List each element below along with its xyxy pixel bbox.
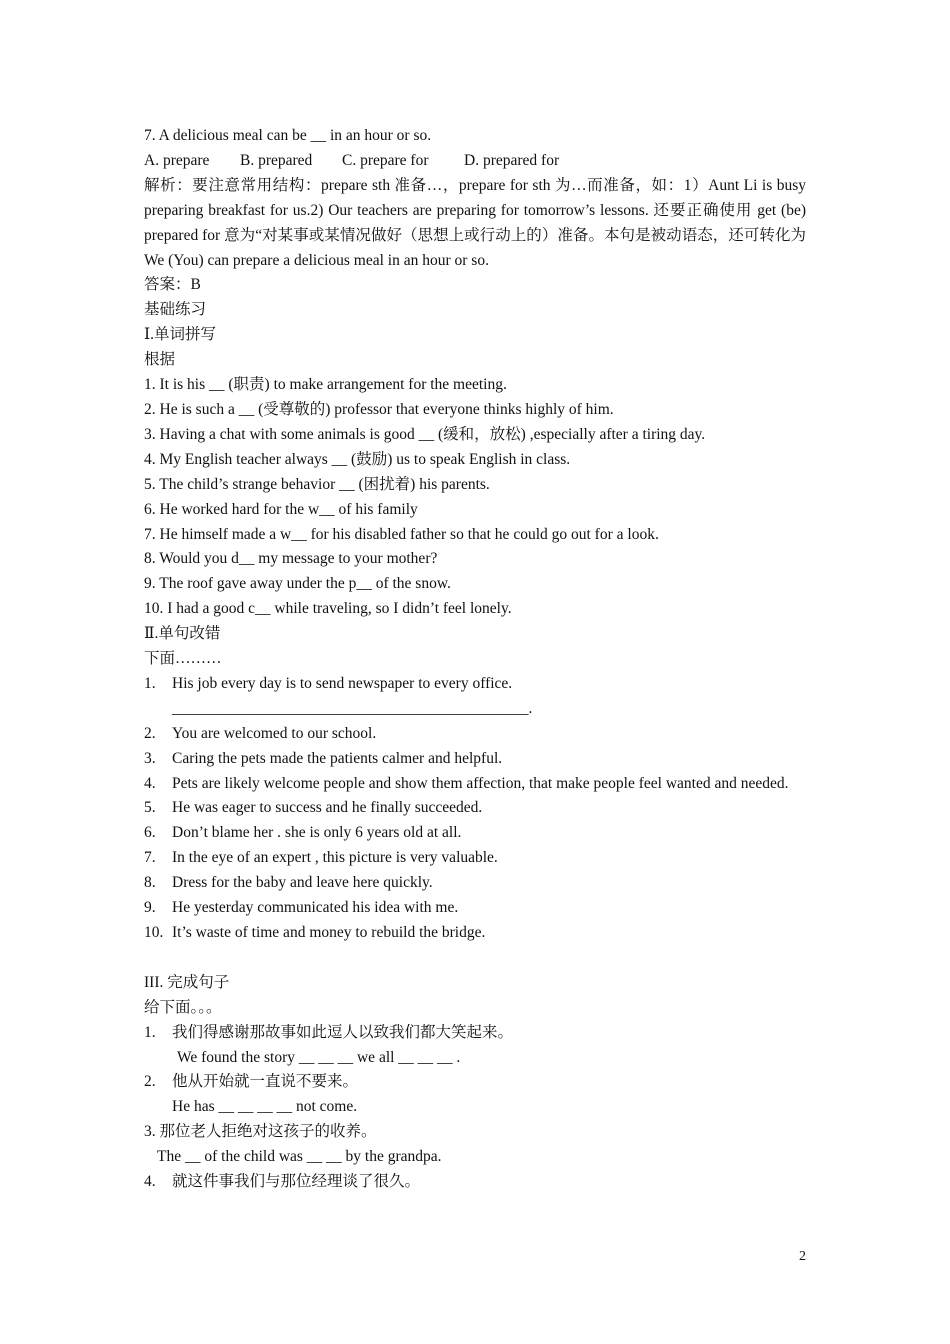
spacer [144,946,806,971]
section-1-intro: 根据 [144,351,176,369]
item-text: 我们得感谢那故事如此逗人以致我们都大笑起来。 [172,1023,514,1041]
question-7-answer: 答案：B [144,276,201,294]
section-1-title: Ⅰ.单词拼写 [144,326,216,344]
page-content [144,124,806,1195]
item-text: His job every day is to send newspaper to every office. [172,674,513,692]
item-text: In the eye of an expert , this picture is very valuable. [172,849,498,867]
question-7: 7. A delicious meal can be __ in an hour or so. [144,127,432,144]
list-item [144,722,806,747]
list-item [144,921,806,946]
item-number: 5. [144,799,156,817]
section-3-title: III. 完成句子 [144,973,230,991]
list-item: 3. 那位老人拒绝对这孩子的收养。 [144,1123,377,1141]
item-text: Caring the pets made the patients calmer and helpful. [172,749,503,767]
list-item: 9. The roof gave away under the p__ of the snow. [144,575,451,593]
section-2-title: Ⅱ.单句改错 [144,625,221,643]
list-item [144,772,806,797]
item-number: 1. [144,1023,156,1041]
section-3-list [144,1021,806,1195]
list-item [144,1170,806,1195]
item-number: 8. [144,874,156,892]
option-b: B. prepared [240,151,313,169]
page-number: 2 [799,1249,806,1264]
section-2-intro: 下面……… [144,650,222,668]
list-item [144,821,806,846]
item-number: 9. [144,899,156,917]
question-7-analysis: 解析：要注意常用结构：prepare sth 准备…，prepare for sth 为…而准备，如：1）Aunt Li is busy preparing breakfast for us.2) Our teachers are preparing for tomorrow’s lessons. 还要正确使用 get (be) prepared for 意为“对某事或某情况做好（思想上或行动上的）准备。本句是被动语态，还可转化为 We (You) can prepare a delicious meal in an hour or so. [144,176,806,269]
list-item: 6. He worked hard for the w__ of his family [144,500,418,518]
list-item [144,747,806,772]
list-item [144,672,806,697]
answer-blank-line: ______________________________________________. [172,699,533,717]
list-item [144,896,806,921]
list-item: 5. The child’s strange behavior __ (困扰着) his parents. [144,475,490,493]
section-2-list [144,672,806,946]
item-number: 10. [144,924,164,941]
item-text: Dress for the baby and leave here quickly. [172,874,433,892]
practice-title: 基础练习 [144,301,207,319]
item-number: 4. [144,1173,156,1191]
section-3-intro: 给下面。。。 [144,998,222,1016]
english-sentence: We found the story __ __ __ we all __ __ __ . [177,1048,461,1066]
option-a: A. prepare [144,151,210,169]
item-number: 2. [144,1073,156,1091]
list-item [144,1070,806,1095]
item-text: He yesterday communicated his idea with me. [172,899,459,917]
item-text: He was eager to success and he finally succeeded. [172,799,483,817]
english-sentence: The __ of the child was __ __ by the grandpa. [157,1148,442,1166]
english-sentence: He has __ __ __ __ not come. [172,1098,358,1116]
item-number: 1. [144,674,156,692]
list-item [144,871,806,896]
option-d: D. prepared for [464,151,560,169]
item-number: 4. [144,774,156,792]
item-text: It’s waste of time and money to rebuild the bridge. [172,924,486,941]
item-text: 他从开始就一直说不要来。 [172,1073,359,1091]
section-1-list [144,373,806,622]
item-number: 7. [144,849,156,867]
item-text: 就这件事我们与那位经理谈了很久。 [172,1173,421,1191]
list-item: 7. He himself made a w__ for his disabled father so that he could go out for a look. [144,525,659,543]
list-item [144,846,806,871]
question-7-options [144,149,806,174]
item-number: 3. [144,749,156,767]
option-c: C. prepare for [342,151,429,169]
list-item: 4. My English teacher always __ (鼓励) us to speak English in class. [144,450,571,468]
list-item: 2. He is such a __ (受尊敬的) professor that everyone thinks highly of him. [144,400,614,418]
item-text: You are welcomed to our school. [172,724,377,742]
item-number: 6. [144,824,156,842]
item-text: Don’t blame her . she is only 6 years old at all. [172,824,462,842]
list-item: 3. Having a chat with some animals is good __ (缓和，放松) ,especially after a tiring day. [144,425,706,443]
list-item [144,1021,806,1046]
list-item: 1. It is his __ (职责) to make arrangement for the meeting. [144,376,507,394]
list-item [144,796,806,821]
item-text: Pets are likely welcome people and show them affection, that make people feel wanted and needed. [172,774,789,792]
list-item: 10. I had a good c__ while traveling, so I didn’t feel lonely. [144,600,512,618]
list-item: 8. Would you d__ my message to your mother? [144,550,438,568]
item-number: 2. [144,724,156,742]
